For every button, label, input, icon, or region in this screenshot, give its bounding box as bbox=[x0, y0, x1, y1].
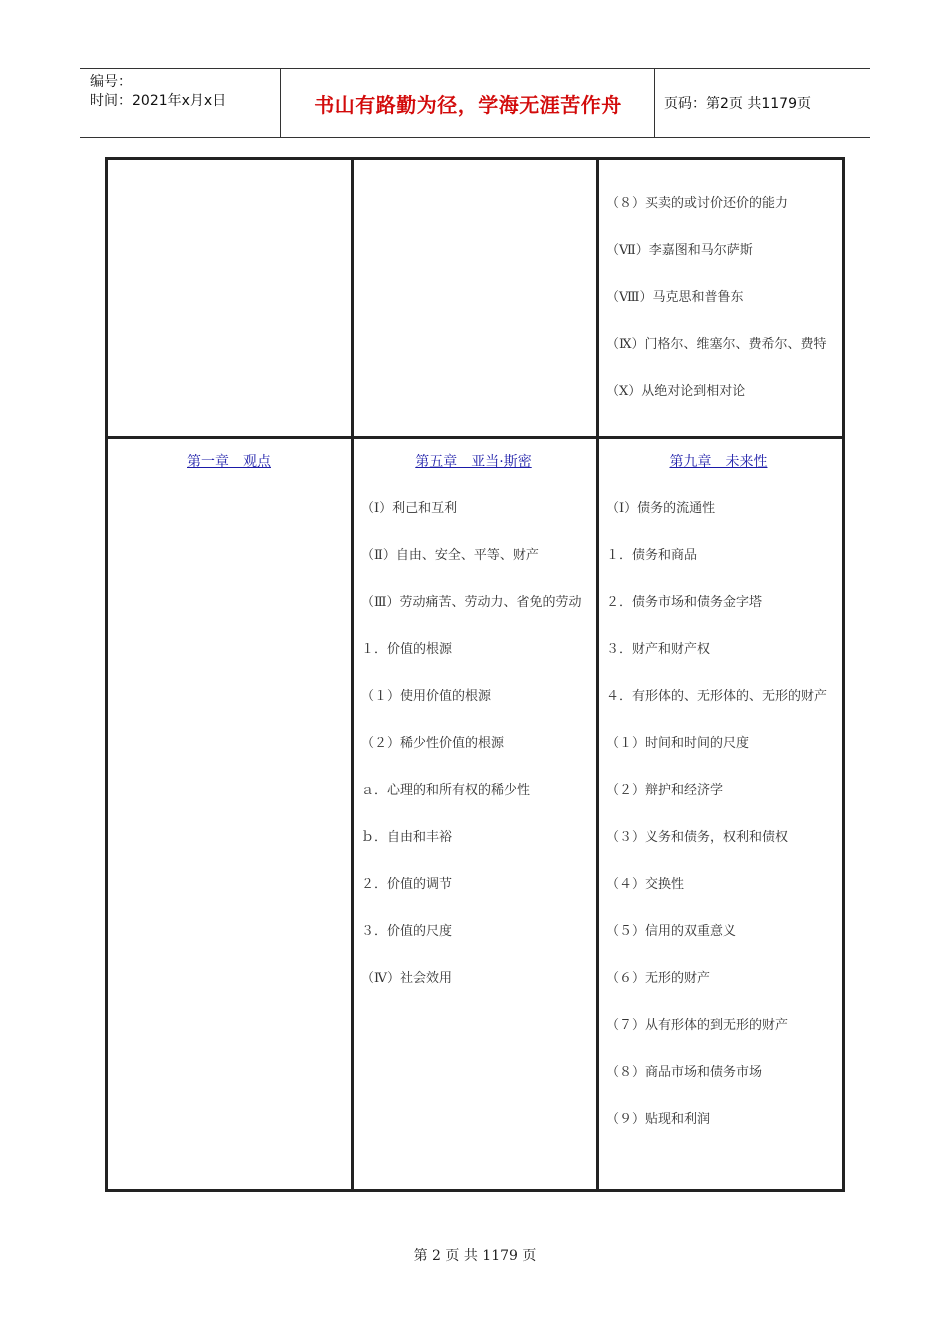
list-item: （４）交换性 bbox=[606, 877, 685, 892]
table-border-top bbox=[105, 157, 845, 160]
chapter-link-5[interactable]: 第五章 亚当·斯密 bbox=[415, 454, 532, 470]
table-border-right bbox=[842, 157, 845, 1192]
table-border-bottom bbox=[105, 1189, 845, 1192]
page-header bbox=[80, 68, 870, 138]
list-item: （１）使用价值的根源 bbox=[361, 689, 492, 704]
list-item: ２．债务市场和债务金字塔 bbox=[606, 595, 763, 610]
list-item: １．债务和商品 bbox=[606, 548, 698, 563]
table-row-divider bbox=[105, 436, 845, 439]
list-item: １．价值的根源 bbox=[361, 642, 453, 657]
header-motto: 书山有路勤为径，学海无涯苦作舟 bbox=[314, 92, 622, 117]
list-item: （２）稀少性价值的根源 bbox=[361, 736, 505, 751]
list-item: （３）义务和债务，权利和债权 bbox=[606, 830, 789, 845]
list-item: （９）贴现和利润 bbox=[606, 1112, 711, 1127]
header-page-label: 页码：第2页 共1179页 bbox=[664, 96, 811, 112]
row2-col1-cell bbox=[115, 450, 343, 497]
row2-col2-cell bbox=[361, 450, 586, 1014]
serial-label: 编号： bbox=[90, 74, 132, 90]
header-divider bbox=[654, 69, 655, 137]
row1-col3-cell bbox=[606, 192, 831, 427]
list-item: （Ⅰ）利己和互利 bbox=[361, 501, 458, 516]
contents-table bbox=[105, 157, 845, 1192]
list-item: （Ⅸ）门格尔、维塞尔、费希尔、费特 bbox=[606, 337, 827, 352]
list-item: ｂ．自由和丰裕 bbox=[361, 830, 453, 845]
list-item: （８）商品市场和债务市场 bbox=[606, 1065, 763, 1080]
list-item: （Ⅷ）马克思和普鲁东 bbox=[606, 290, 744, 305]
chapter-link-1[interactable]: 第一章 观点 bbox=[187, 454, 271, 470]
list-item: （２）辩护和经济学 bbox=[606, 783, 724, 798]
table-column-divider bbox=[351, 157, 354, 1192]
list-item: （６）无形的财产 bbox=[606, 971, 711, 986]
list-item: （Ⅹ）从绝对论到相对论 bbox=[606, 384, 746, 399]
list-item: （５）信用的双重意义 bbox=[606, 924, 737, 939]
table-column-divider bbox=[596, 157, 599, 1192]
list-item: （Ⅲ）劳动痛苦、劳动力、省免的劳动 bbox=[361, 595, 582, 610]
list-item: ３．价值的尺度 bbox=[361, 924, 453, 939]
list-item: （８）买卖的或讨价还价的能力 bbox=[606, 196, 789, 211]
header-divider bbox=[280, 69, 281, 137]
time-label: 时间：2021年x月x日 bbox=[90, 93, 227, 109]
row2-col3-cell bbox=[606, 450, 831, 1155]
list-item: ３．财产和财产权 bbox=[606, 642, 711, 657]
list-item: （Ⅳ）社会效用 bbox=[361, 971, 452, 986]
header-meta bbox=[90, 73, 226, 111]
list-item: ２．价值的调节 bbox=[361, 877, 453, 892]
page-footer: 第 2 页 共 1179 页 bbox=[413, 1248, 537, 1264]
list-item: ａ．心理的和所有权的稀少性 bbox=[361, 783, 531, 798]
list-item: （Ⅶ）李嘉图和马尔萨斯 bbox=[606, 243, 753, 258]
list-item: （Ⅱ）自由、安全、平等、财产 bbox=[361, 548, 539, 563]
list-item: ４．有形体的、无形体的、无形的财产 bbox=[606, 689, 828, 704]
list-item: （７）从有形体的到无形的财产 bbox=[606, 1018, 789, 1033]
chapter-link-9[interactable]: 第九章 未来性 bbox=[669, 454, 768, 470]
list-item: （１）时间和时间的尺度 bbox=[606, 736, 750, 751]
table-border-left bbox=[105, 157, 108, 1192]
list-item: （Ⅰ）债务的流通性 bbox=[606, 501, 716, 516]
